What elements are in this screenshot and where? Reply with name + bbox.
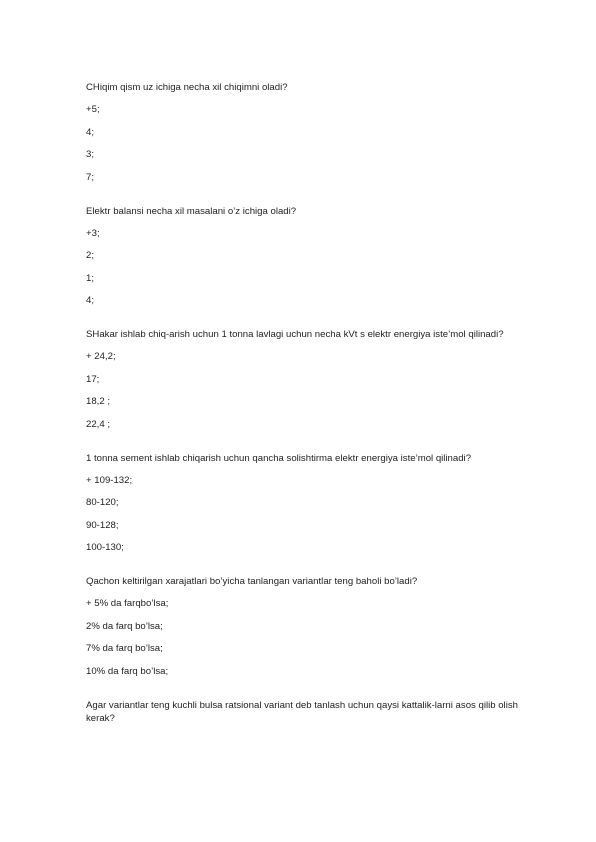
answer-option: 3; xyxy=(86,149,95,160)
question-block-6 xyxy=(86,699,546,725)
answer-option: 90-128; xyxy=(86,519,119,531)
question-block-3 xyxy=(86,328,546,431)
answer-option: 17; xyxy=(86,373,100,385)
question-block-4 xyxy=(86,452,546,555)
answer-option: 18,2 ; xyxy=(86,396,111,407)
answer-option: + 5% da farqbo’lsa; xyxy=(86,598,169,609)
answer-option: 22,4 ; xyxy=(86,418,111,430)
answer-option: + 109-132; xyxy=(86,474,133,486)
answer-option: 7% da farq bo’lsa; xyxy=(86,643,163,654)
answer-option: +5; xyxy=(86,104,100,115)
answer-option: 80-120; xyxy=(86,497,119,508)
answer-option: 4; xyxy=(86,295,95,306)
answer-option: 2; xyxy=(86,250,95,261)
answer-option: 4; xyxy=(86,126,95,138)
question-text: 1 tonna sement ishlab chiqarish uchun qancha solishtirma elektr energiya iste’mol qilinadi? xyxy=(86,452,472,464)
answer-option: 7; xyxy=(86,171,95,183)
question-text: Qachon keltirilgan xarajatlari bo’yicha tanlangan variantlar teng baholi bo’ladi? xyxy=(86,576,418,587)
answer-option: 2% da farq bo’lsa; xyxy=(86,620,163,632)
answer-option: 10% da farq bo’lsa; xyxy=(86,665,169,677)
question-text: CHiqim qism uz ichiga necha xil chiqimni oladi? xyxy=(86,82,288,93)
question-block-2 xyxy=(86,205,546,308)
question-text: SHakar ishlab chiq-arish uchun 1 tonna lavlagi uchun necha kVt s elektr energiya iste’mol qilinadi? xyxy=(86,329,504,340)
answer-option: +3; xyxy=(86,227,100,239)
question-text: Agar variantlar teng kuchli bulsa ratsional variant deb tanlash uchun qaysi kattalik-larni asos qilib olish kerak? xyxy=(86,699,518,724)
question-block-1 xyxy=(86,81,546,184)
question-text: Elektr balansi necha xil masalani o’z ichiga oladi? xyxy=(86,205,297,217)
answer-option: + 24,2; xyxy=(86,351,116,362)
answer-option: 100-130; xyxy=(86,542,124,553)
answer-option: 1; xyxy=(86,272,95,284)
question-block-5 xyxy=(86,575,546,678)
question-list xyxy=(86,81,546,746)
